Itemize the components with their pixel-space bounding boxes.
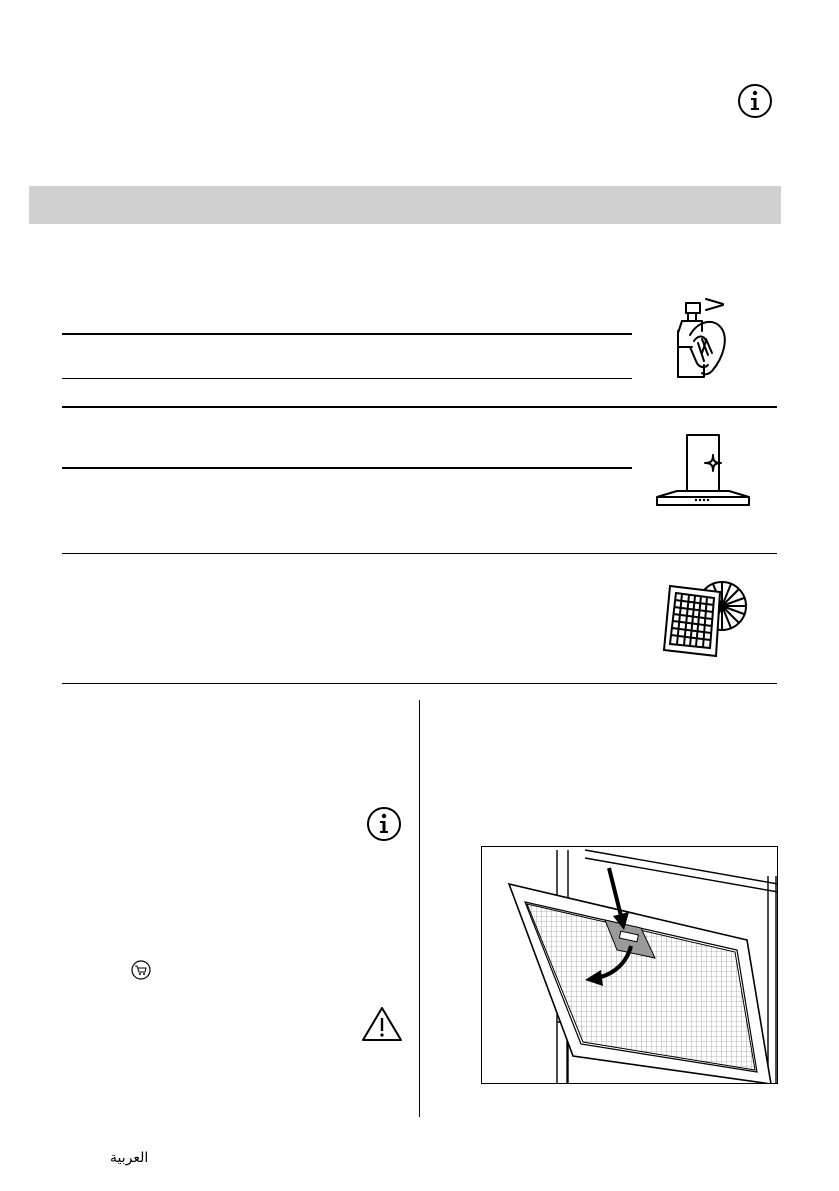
filter-icon	[662, 576, 748, 658]
filter-removal-illustration	[481, 846, 778, 1084]
table-rule	[62, 333, 632, 335]
footer-language-label: العربية	[110, 1150, 149, 1166]
cart-icon	[131, 960, 151, 980]
info-icon	[737, 83, 773, 119]
table-rule	[62, 406, 777, 408]
table-rule	[62, 553, 777, 554]
section-header-band	[29, 186, 781, 224]
info-icon	[366, 806, 402, 842]
table-rule	[62, 378, 632, 379]
hood-sparkle-icon	[655, 433, 751, 507]
cleaning-spray-icon	[668, 295, 730, 379]
column-divider	[419, 700, 420, 1117]
table-rule	[62, 683, 777, 684]
table-rule	[62, 467, 632, 469]
warning-icon	[361, 1006, 403, 1042]
